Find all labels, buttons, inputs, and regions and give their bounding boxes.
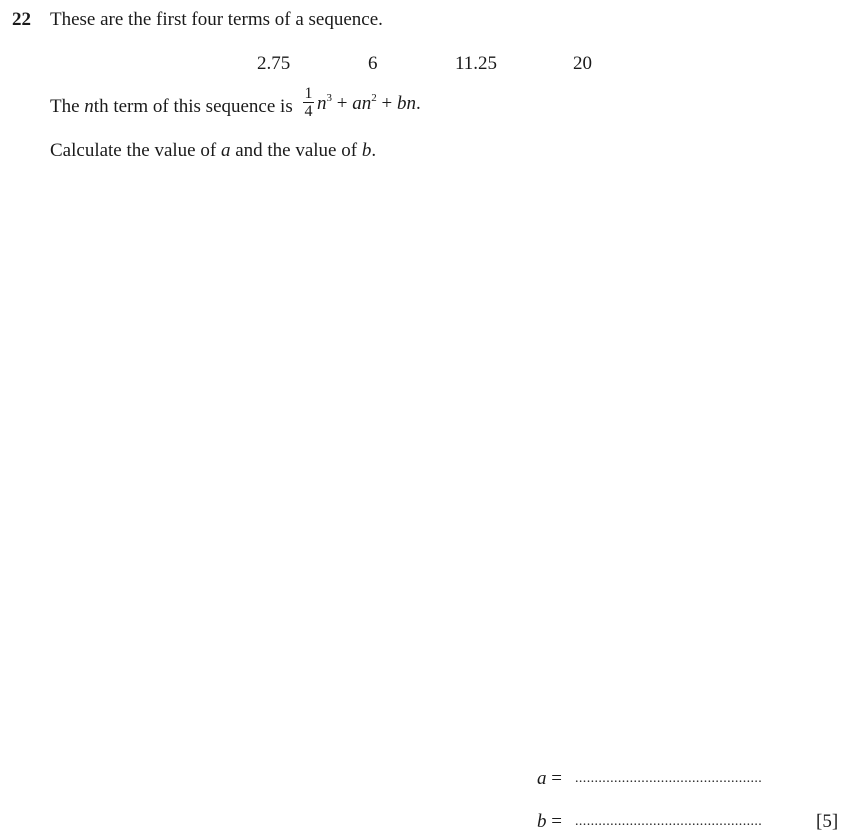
sequence-term-1: 2.75 bbox=[257, 53, 291, 74]
calc-end: . bbox=[371, 140, 377, 161]
formula-expression bbox=[317, 93, 421, 115]
calc-text-b: and the value of bbox=[230, 140, 362, 161]
answer-b-var: b bbox=[537, 811, 547, 832]
answer-a-line[interactable]: ................................................ bbox=[575, 771, 763, 786]
nth-term-statement bbox=[50, 96, 293, 118]
answer-a-equals: = bbox=[546, 768, 562, 789]
fraction-denominator: 4 bbox=[304, 103, 313, 120]
answer-b-line[interactable]: ................................................ bbox=[575, 814, 763, 829]
nth-term-formula bbox=[303, 86, 421, 119]
sequence-term-3: 11.25 bbox=[455, 53, 498, 74]
formula-n: n bbox=[317, 92, 327, 114]
calc-var-a: a bbox=[220, 140, 231, 161]
question-intro: These are the first four terms of a sequence. bbox=[50, 9, 383, 30]
fraction-numerator: 1 bbox=[304, 85, 313, 102]
answer-b-equals: = bbox=[546, 811, 562, 832]
sequence-term-4: 20 bbox=[573, 53, 592, 74]
calc-var-b: b bbox=[361, 140, 372, 161]
formula-b: b bbox=[396, 92, 407, 114]
marks-indicator: [5] bbox=[816, 811, 839, 832]
formula-plus-1: + bbox=[332, 92, 353, 114]
nth-var: n bbox=[84, 96, 94, 117]
formula-n2: n bbox=[361, 92, 372, 114]
sequence-term-2: 6 bbox=[368, 53, 378, 74]
answer-a-label bbox=[537, 768, 562, 790]
nth-text-b: th term of this sequence is bbox=[93, 96, 293, 117]
formula-exp-2: 2 bbox=[371, 91, 377, 104]
calculate-instruction bbox=[50, 140, 376, 162]
formula-plus-2: + bbox=[376, 92, 397, 114]
nth-text-a: The bbox=[50, 96, 85, 117]
answer-b-label bbox=[537, 811, 562, 833]
formula-exp-3: 3 bbox=[326, 91, 332, 104]
formula-end: . bbox=[415, 92, 421, 114]
answer-a-var: a bbox=[537, 768, 547, 789]
calc-text-a: Calculate the value of bbox=[50, 140, 221, 161]
question-number: 22 bbox=[12, 9, 31, 30]
formula-n3: n bbox=[406, 92, 416, 114]
formula-a: a bbox=[352, 92, 362, 114]
fraction-one-quarter bbox=[303, 86, 314, 119]
